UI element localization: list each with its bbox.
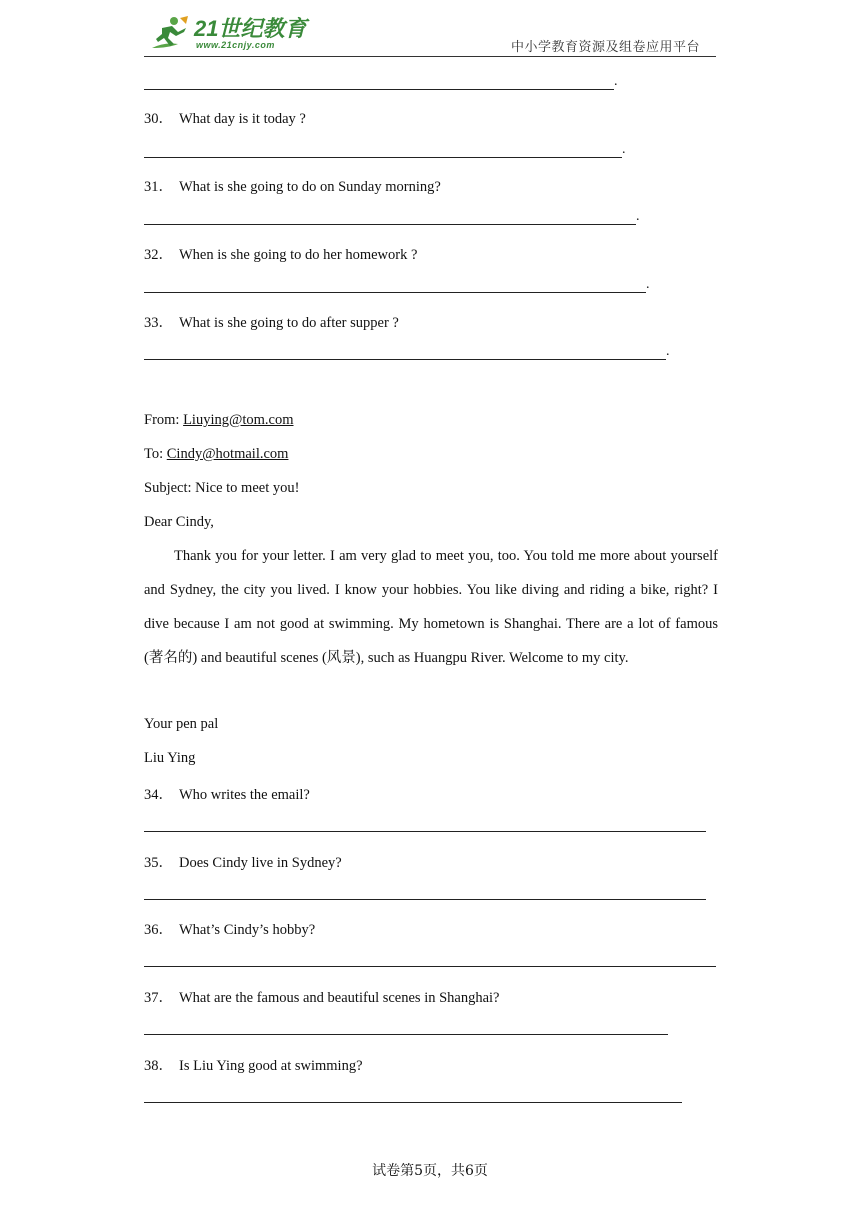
question-34	[144, 783, 310, 804]
email-signature: Liu Ying	[144, 750, 196, 766]
question-35	[144, 851, 342, 872]
question-text: Is Liu Ying good at swimming?	[179, 1058, 363, 1074]
question-number: 33．	[144, 315, 173, 331]
blank-period: .	[622, 142, 626, 157]
answer-blank-33[interactable]	[144, 359, 666, 360]
question-text: Does Cindy live in Sydney?	[179, 855, 342, 871]
to-email-link[interactable]: Cindy@hotmail.com	[166, 446, 289, 462]
blank-period: .	[614, 74, 618, 89]
from-email-link[interactable]: Liuying@tom.com	[183, 412, 294, 428]
answer-blank-34[interactable]	[144, 831, 706, 832]
question-text: Who writes the email?	[179, 787, 310, 803]
question-31	[144, 175, 441, 196]
question-text: What is she going to do after supper ?	[179, 315, 399, 331]
answer-blank[interactable]	[144, 89, 614, 90]
question-38	[144, 1054, 363, 1075]
email-greeting: Dear Cindy,	[144, 514, 214, 530]
question-number: 37．	[144, 990, 173, 1006]
question-text: What day is it today ?	[179, 111, 306, 127]
answer-blank-32[interactable]	[144, 292, 646, 293]
answer-blank-30[interactable]	[144, 157, 622, 158]
question-number: 31．	[144, 179, 173, 195]
question-text: What’s Cindy’s hobby?	[179, 922, 316, 938]
email-subject: Subject: Nice to meet you!	[144, 480, 300, 496]
logo-url: www.21cnjy.com	[196, 40, 275, 50]
question-text: What is she going to do on Sunday morning?	[179, 179, 441, 195]
question-number: 32．	[144, 247, 173, 263]
blank-period: .	[646, 277, 650, 292]
page-footer: 试卷第5页，共6页	[372, 1163, 488, 1179]
email-closing: Your pen pal	[144, 716, 219, 732]
question-37	[144, 986, 500, 1007]
question-33	[144, 311, 399, 332]
email-from	[144, 410, 294, 430]
answer-blank-38[interactable]	[144, 1102, 682, 1103]
email-to	[144, 444, 288, 464]
question-number: 30．	[144, 111, 173, 127]
question-number: 36．	[144, 922, 173, 938]
question-number: 38．	[144, 1058, 173, 1074]
question-text: What are the famous and beautiful scenes in Shanghai?	[179, 990, 500, 1006]
logo-text: 21世纪教育	[194, 16, 307, 41]
answer-blank-37[interactable]	[144, 1034, 668, 1035]
to-label: To:	[144, 446, 167, 462]
page-header	[144, 8, 716, 57]
answer-blank-35[interactable]	[144, 899, 706, 900]
question-number: 35．	[144, 855, 173, 871]
question-32	[144, 243, 417, 264]
blank-period: .	[636, 209, 640, 224]
email-body: Thank you for your letter. I am very glad to meet you, too. You told me more about yourself and Sydney, the city you lived. I know your hobbies. You like diving and riding a bike, right? I dive because I am not good at swimming. My hometown is Shanghai. There are a lot of famous (著名的) and beautiful scenes (风景), such as Huangpu River. Welcome to my city.	[144, 548, 718, 666]
question-36	[144, 918, 315, 939]
answer-blank-31[interactable]	[144, 224, 636, 225]
logo	[144, 10, 314, 54]
question-30	[144, 107, 306, 128]
question-text: When is she going to do her homework ?	[179, 247, 418, 263]
platform-name: 中小学教育资源及组卷应用平台	[510, 40, 700, 55]
blank-period: .	[666, 344, 670, 359]
question-number: 34．	[144, 787, 173, 803]
answer-blank-36[interactable]	[144, 966, 716, 967]
from-label: From:	[144, 412, 184, 428]
runner-logo-icon	[148, 14, 192, 52]
